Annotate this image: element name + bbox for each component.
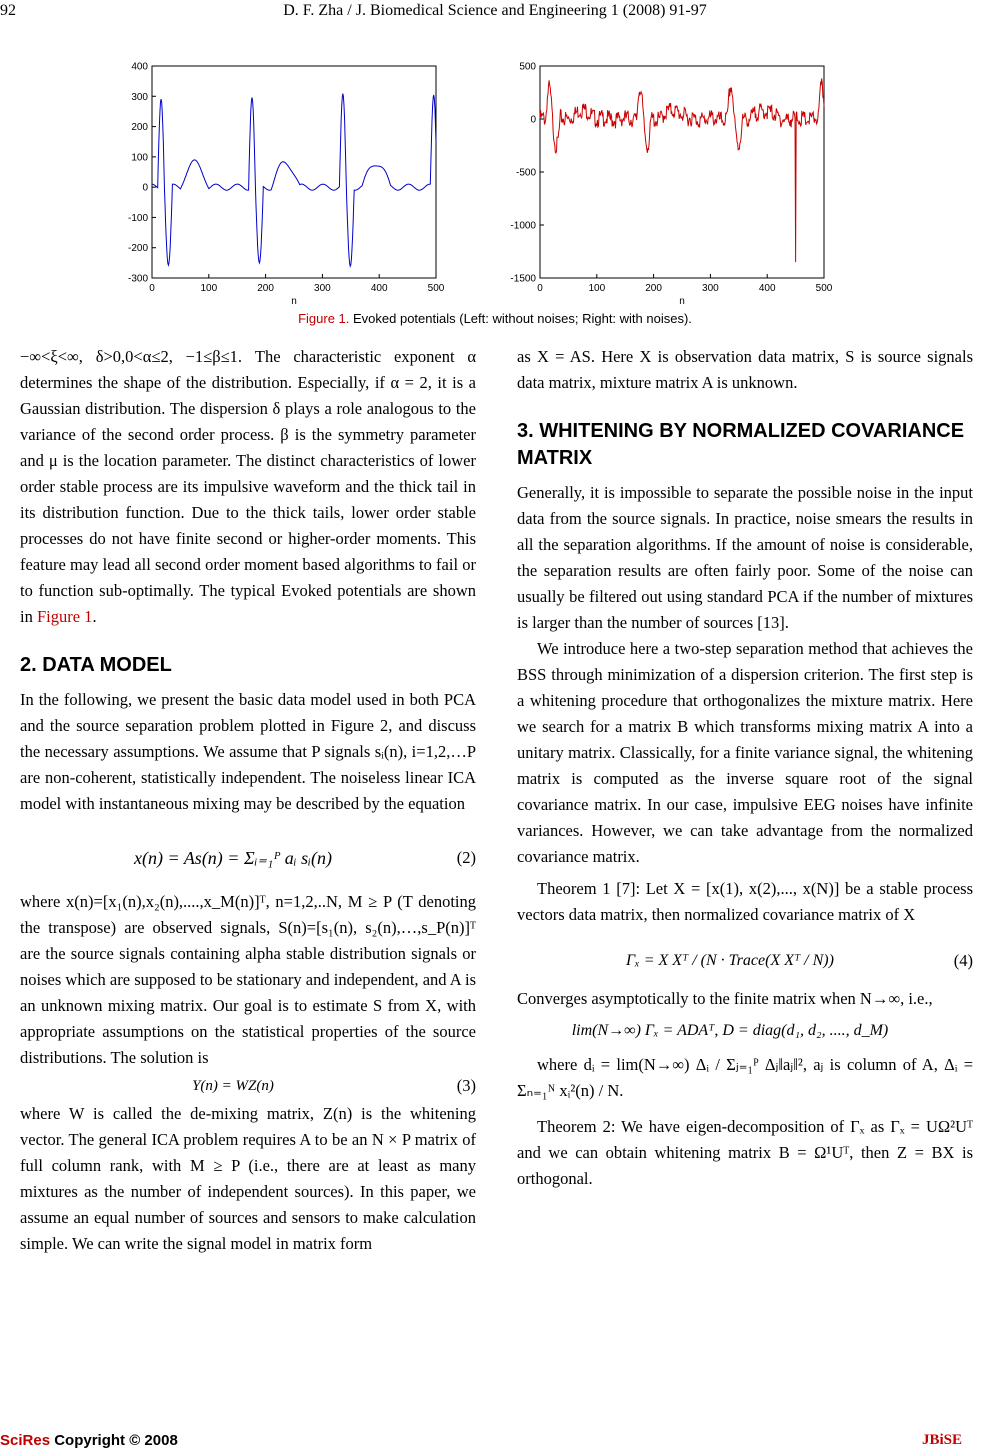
- right-para-3: We introduce here a two-step separation method that achieves the BSS through minimization of a dispersion criterion. The first step is a whitening procedure that orthogonalizes the mixture matrix. Here we search for a matrix B which transforms mixing matrix A into a unitary matrix. Classically, for a finite variance signal, the whitening matrix is computed as the inverse square root of the signal covariance matrix. In our case, impulsive EEG noises have infinite variances. However, we can take advantage from the normalized covariance matrix.: [517, 639, 973, 866]
- left-x-tick-label: 400: [370, 283, 388, 294]
- equation-4: [517, 936, 973, 986]
- right-para-1: as X = AS. Here X is observation data matrix, S is source signals data matrix, mixture matrix A is unknown.: [517, 347, 973, 392]
- left-para-4: where W is called the de-mixing matrix, Z(n) is the whitening vector. The general ICA problem requires A to be an N × P matrix of full column rank, with M ≥ P (i.e., there are at least as many mixtures as the number of independent sources). In this paper, we assume an equal number of sources and sensors to make calculation simple. We can write the signal model in matrix form: [20, 1104, 476, 1253]
- right-x-tick-label: 0: [537, 283, 543, 294]
- right-y-tick-label: 0: [530, 114, 536, 126]
- footer-brand: SciRes: [0, 1432, 51, 1449]
- equation-5: [517, 1012, 973, 1052]
- right-x-tick-label: 500: [815, 283, 833, 294]
- right-para-5: Converges asymptotically to the finite matrix when N→∞, i.e.,: [517, 989, 933, 1008]
- left-x-tick-label: 500: [427, 283, 445, 294]
- left-x-tick-label: 0: [149, 283, 155, 294]
- right-x-tick-label: 300: [702, 283, 719, 294]
- section-2-heading: 2. DATA MODEL: [20, 654, 172, 676]
- right-trace: [540, 78, 824, 262]
- right-x-tick-label: 200: [645, 283, 662, 294]
- equation-4-body: Γₓ = X Xᵀ / (N · Trace(X Xᵀ / N)): [626, 952, 834, 969]
- page-number: 92: [0, 2, 16, 19]
- right-y-tick-label: 500: [519, 61, 536, 73]
- left-column: [20, 344, 476, 1257]
- running-title: D. F. Zha / J. Biomedical Science and Engineering 1 (2008) 91-97: [283, 2, 707, 19]
- section-3-heading: 3. WHITENING BY NORMALIZED COVARIANCE MATRIX: [517, 420, 965, 469]
- right-para-6: where dᵢ = lim(N→∞) Δᵢ / Σⱼ₌₁ᴾ Δⱼ‖aⱼ‖², aⱼ is column of A, Δᵢ = Σₙ₌₁ᴺ xᵢ²(n) / N.: [517, 1055, 973, 1100]
- equation-2-body: x(n) = As(n) = Σᵢ₌₁ᴾ aᵢ sᵢ(n): [134, 848, 332, 868]
- left-y-tick-label: 100: [131, 152, 148, 164]
- equation-4-number: (4): [953, 951, 973, 970]
- right-column: [517, 344, 973, 1192]
- footer-copyright: [0, 1432, 178, 1449]
- left-para-1-text: −∞<ξ<∞, δ>0,0<α≤2, −1≤β≤1. The characteristic exponent α determines the shape of the distribution. Especially, if α = 2, it is a Gaussian distribution. The dispersion δ plays a role analogous to the variance of the second order process. β is the symmetry parameter and μ is the location parameter. The distinct characteristics of lower order stable process are its impulsive waveform and the thick tail in its distribution function. Due to the thick tails, lower order stable processes do not have finite second or higher-order moments. This feature may lead all second order moment based algorithms to fail or to function sub-optimally. The typical Evoked potentials are shown in: [20, 347, 476, 626]
- right-para-7: Theorem 2: We have eigen-decomposition of Γₓ as Γₓ = UΩ²Uᵀ and we can obtain whitening matrix B = Ω¹Uᵀ, then Z = BX is orthogonal.: [517, 1117, 973, 1188]
- right-x-axis-label: n: [679, 296, 685, 307]
- left-plot: [128, 62, 445, 308]
- figure-1: [100, 58, 840, 318]
- footer-copyright-text: Copyright © 2008: [50, 1432, 178, 1449]
- left-para-1-end: .: [92, 607, 97, 626]
- equation-2-number: (2): [456, 848, 476, 867]
- left-y-tick-label: 0: [142, 182, 148, 194]
- left-x-tick-label: 200: [257, 283, 274, 294]
- left-x-tick-label: 300: [314, 283, 331, 294]
- equation-3-body: Y(n) = WZ(n): [192, 1078, 274, 1094]
- left-y-tick-label: 400: [131, 61, 148, 73]
- right-y-tick-label: -1500: [510, 273, 536, 285]
- left-y-tick-label: 200: [131, 122, 148, 134]
- right-y-tick-label: -1000: [510, 220, 536, 232]
- left-x-tick-label: 100: [200, 283, 218, 294]
- figure-caption-text: Evoked potentials (Left: without noises; Right: with noises).: [349, 311, 692, 326]
- figure-1-reference[interactable]: Figure 1: [36, 607, 93, 626]
- left-para-3: where x(n)=[x₁(n),x₂(n),....,x_M(n)]ᵀ, n=1,2,..N, M ≥ P (T denoting the transpose) are observed signals, S(n)=[s₁(n), s₂(n),…,s_P(n)]ᵀ are the source signals containing alpha stable distribution signals or noises which are supposed to be stationary and independent, and A is an unknown mixing matrix. Our goal is to estimate S from X, with appropriate assumptions on the statistical properties of the source distributions. The solution is: [20, 892, 476, 1067]
- left-para-1: [20, 344, 476, 630]
- right-x-tick-label: 100: [588, 283, 606, 294]
- left-y-tick-label: -300: [127, 273, 148, 285]
- right-para-4: Theorem 1 [7]: Let X = [x(1), x(2),..., x(N)] be a stable process vectors data matrix, then normalized covariance matrix of X: [517, 879, 973, 924]
- right-y-tick-label: -500: [515, 167, 536, 179]
- footer-journal: JBiSE: [921, 1432, 962, 1448]
- equation-3: [20, 1071, 476, 1101]
- left-para-2: In the following, we present the basic data model used in both PCA and the source separation problem plotted in Figure 2, and discuss the necessary assumptions. We assume that P signals sᵢ(n), i=1,2,…P are non-coherent, statistically independent. The noiseless linear ICA model with instantaneous mixing may be described by the equation: [20, 690, 476, 813]
- figure-caption: [0, 311, 990, 326]
- left-y-tick-label: -100: [127, 212, 148, 224]
- left-x-axis-label: n: [291, 296, 297, 307]
- right-x-tick-label: 400: [758, 283, 776, 294]
- right-para-2: Generally, it is impossible to separate the possible noise in the input data from the source signals. In practice, noise smears the results in all the separation algorithms. If the amount of noise is considerable, the separation results are often fairly poor. Some of the noise can usually be filtered out using standard PCA if the number of mixtures is larger than the number of sources [13].: [517, 483, 973, 632]
- left-y-tick-label: 300: [131, 91, 148, 103]
- equation-3-number: (3): [456, 1076, 476, 1095]
- right-plot: [510, 62, 832, 308]
- left-trace: [152, 94, 436, 267]
- equation-2: [20, 831, 476, 889]
- left-y-tick-label: -200: [127, 243, 148, 255]
- equation-5-body: lim(N→∞) Γₓ = ADAᵀ, D = diag(d₁, d₂, ...., d_M): [571, 1022, 889, 1039]
- figure-caption-label: Figure 1.: [298, 311, 350, 326]
